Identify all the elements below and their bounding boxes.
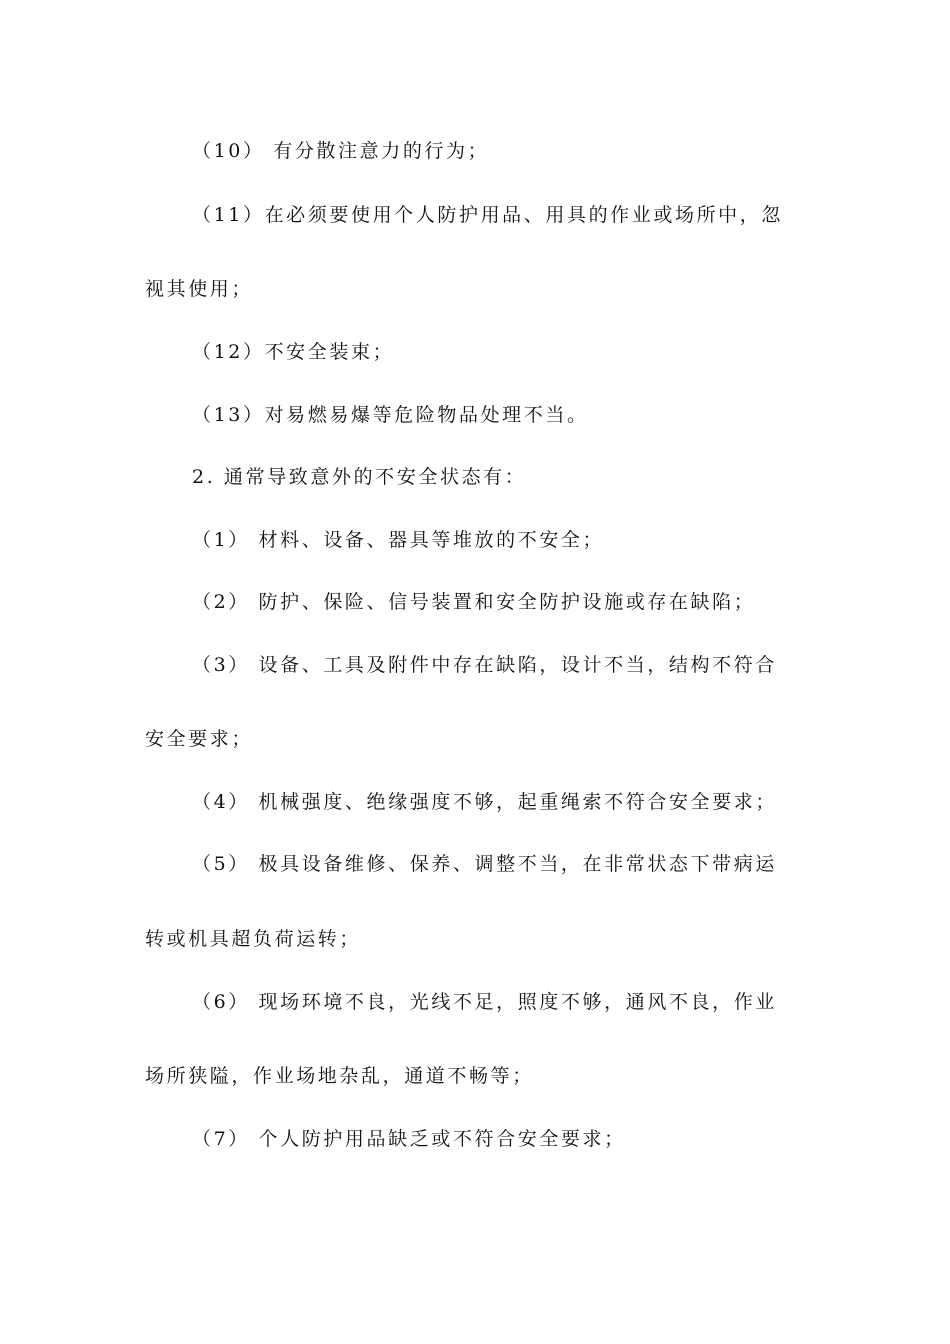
list-item-10: （10） 有分散注意力的行为； [192,140,490,162]
state-item-5-continuation: 转或机具超负荷运转； [145,928,362,950]
section-heading-2: 2. 通常导致意外的不安全状态有： [192,466,527,488]
state-item-5: （5） 极具设备维修、保养、调整不当，在非常状态下带病运 [192,853,777,875]
state-item-6: （6） 现场环境不良，光线不足，照度不够，通风不良，作业 [192,991,777,1013]
state-item-3: （3） 设备、工具及附件中存在缺陷，设计不当，结构不符合 [192,654,777,676]
list-item-12: （12）不安全装束； [192,341,395,363]
state-item-4: （4） 机械强度、绝缘强度不够，起重绳索不符合安全要求； [192,791,777,813]
state-item-6-continuation: 场所狭隘，作业场地杂乱，通道不畅等； [145,1065,534,1087]
list-item-11: （11）在必须要使用个人防护用品、用具的作业或场所中，忽 [192,204,783,226]
list-item-11-continuation: 视其使用； [145,278,254,300]
state-item-2: （2） 防护、保险、信号装置和安全防护设施或存在缺陷； [192,591,756,613]
list-item-13: （13）对易燃易爆等危险物品处理不当。 [192,404,589,426]
state-item-3-continuation: 安全要求； [145,728,254,750]
state-item-1: （1） 材料、设备、器具等堆放的不安全； [192,529,605,551]
state-item-7: （7） 个人防护用品缺乏或不符合安全要求； [192,1128,626,1150]
